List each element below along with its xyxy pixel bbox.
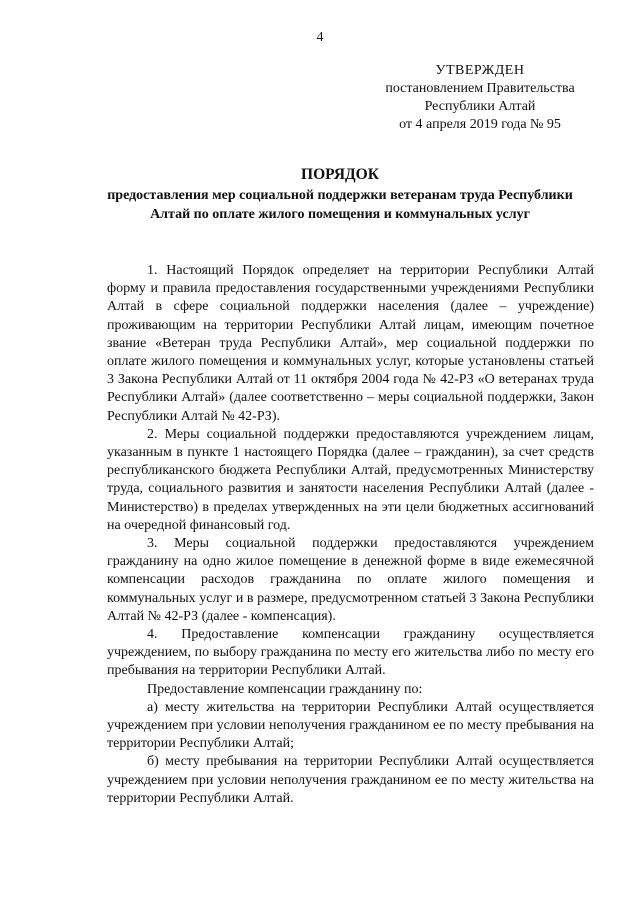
- approval-line-2: Республики Алтай: [424, 99, 536, 114]
- document-subtitle: предоставления мер социальной поддержки ветеранам труда Республики Алтай по оплате жилого помещения и коммунальных услуг: [107, 188, 573, 222]
- approval-title: УТВЕРЖДЕН: [435, 63, 525, 78]
- paragraph-1: 1. Настоящий Порядок определяет на территории Республики Алтай форму и правила предоставления государственными учреждениями Республики Алтай в сфере социальной поддержки населения (далее – учреждение) проживающим на территории Республики Алтай лицам, имеющим почетное звание «Ветеран труда Республики Алтай», мер социальной поддержки по оплате жилого помещения и коммунальных услуг, которые установлены статьей 3 Закона Республики Алтай от 11 октября 2004 года № 42-РЗ «О ветеранах труда Республики Алтай» (далее соответственно – меры социальной поддержки, Закон Республики Алтай № 42-РЗ).: [107, 263, 594, 424]
- paragraph-6: а) месту жительства на территории Республики Алтай осуществляется учреждением при условии неполучения гражданином ее по месту пребывания на территории Республики Алтай;: [107, 699, 594, 752]
- paragraph-5: Предоставление компенсации гражданину по:: [147, 681, 423, 697]
- paragraph-3: 3. Меры социальной поддержки предоставляются учреждением гражданину на одно жилое помещение в денежной форме в виде ежемесячной компенсации расходов гражданина по оплате жилого помещения и коммунальных услуг и в размере, предусмотренном статьей 3 Закона Республики Алтай № 42-РЗ (далее - компенсация).: [107, 536, 594, 624]
- document-heading: [100, 165, 580, 224]
- approval-line-3: от 4 апреля 2019 года № 95: [399, 117, 561, 132]
- paragraph-2: 2. Меры социальной поддержки предоставляются учреждением лицам, указанным в пункте 1 настоящего Порядка (далее – гражданин), за счет средств республиканского бюджета Республики Алтай, предусмотренных Министерству труда, социального развития и занятости населения Республики Алтай (далее - Министерство) в пределах утвержденных на эти цели бюджетных ассигнований на очередной финансовый год.: [107, 426, 594, 533]
- document-title: ПОРЯДОК: [301, 166, 379, 183]
- approval-stamp: [360, 62, 600, 134]
- document-body: [107, 262, 594, 808]
- paragraph-7: б) месту пребывания на территории Республики Алтай осуществляется учреждением при условии неполучения гражданином ее по месту жительства на территории Республики Алтай.: [107, 754, 594, 806]
- paragraph-4: 4. Предоставление компенсации гражданину осуществляется учреждением, по выбору гражданина по месту его жительства либо по месту его пребывания на территории Республики Алтай.: [107, 627, 594, 679]
- approval-line-1: постановлением Правительства: [385, 81, 575, 96]
- page-number: 4: [316, 30, 324, 45]
